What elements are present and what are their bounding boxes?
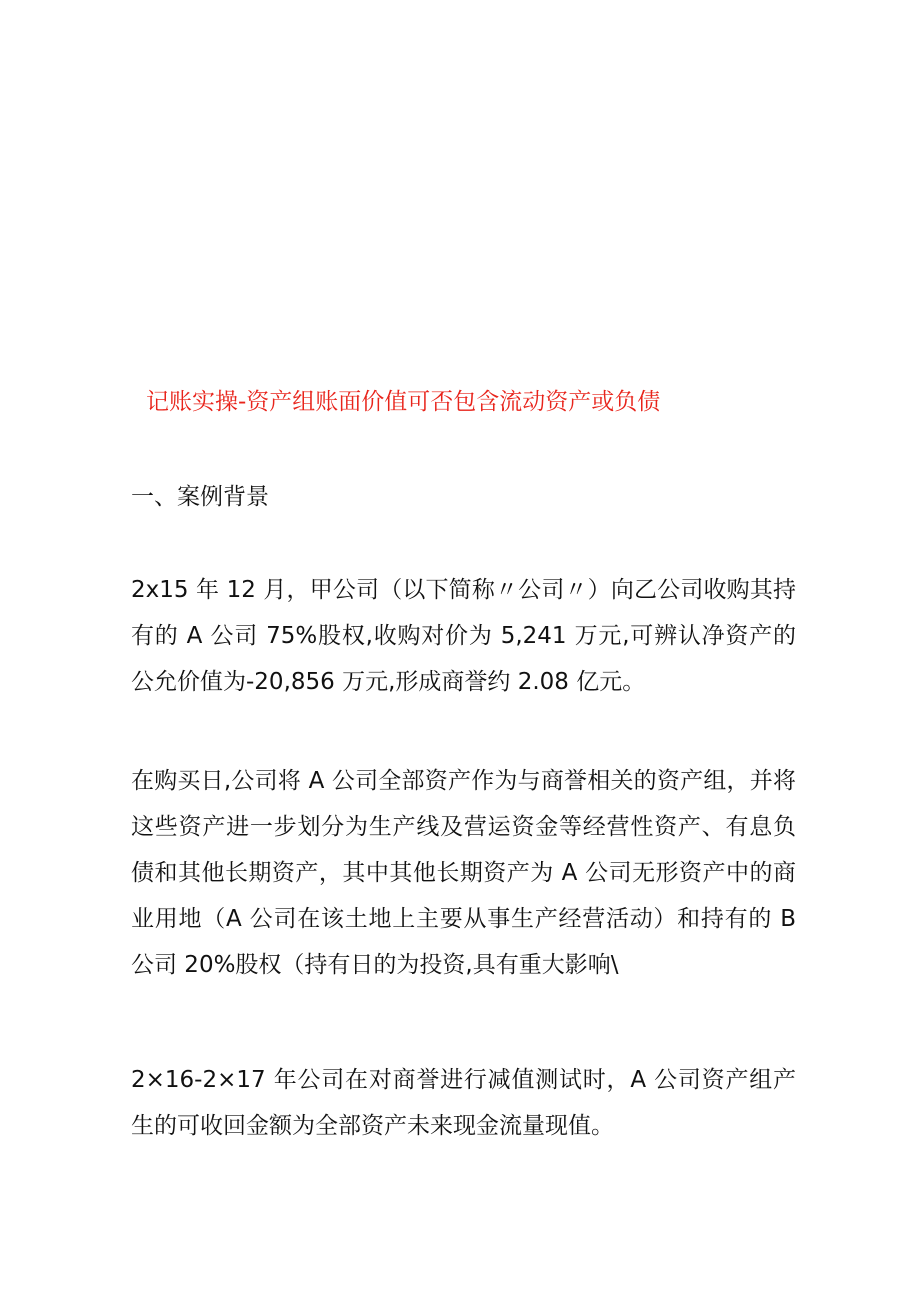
paragraph-impairment-test: 2×16-2×17 年公司在对商誉进行减值测试时，A 公司资产组产生的可收回金额为全部资产未来现金流量现值。 bbox=[131, 1067, 796, 1139]
paragraph-case-background: 2x15 年 12 月，甲公司（以下简称〃公司〃）向乙公司收购其持有的 A 公司 75%股权,收购对价为 5,241 万元,可辨认净资产的公允价值为-20,856 万元,形成商誉约 2.08 亿元。 bbox=[131, 577, 796, 695]
document-title: 记账实操-资产组账面价值可否包含流动资产或负债 bbox=[146, 389, 661, 415]
paragraph-asset-group: 在购买日,公司将 A 公司全部资产作为与商誉相关的资产组，并将这些资产进一步划分为生产线及营运资金等经营性资产、有息负债和其他长期资产，其中其他长期资产为 A 公司无形资产中的商业用地（A 公司在该土地上主要从事生产经营活动）和持有的 B 公司 20%股权（持有日的为投资,具有重大影响\ bbox=[131, 768, 796, 978]
section-heading: 一、案例背景 bbox=[131, 484, 269, 510]
